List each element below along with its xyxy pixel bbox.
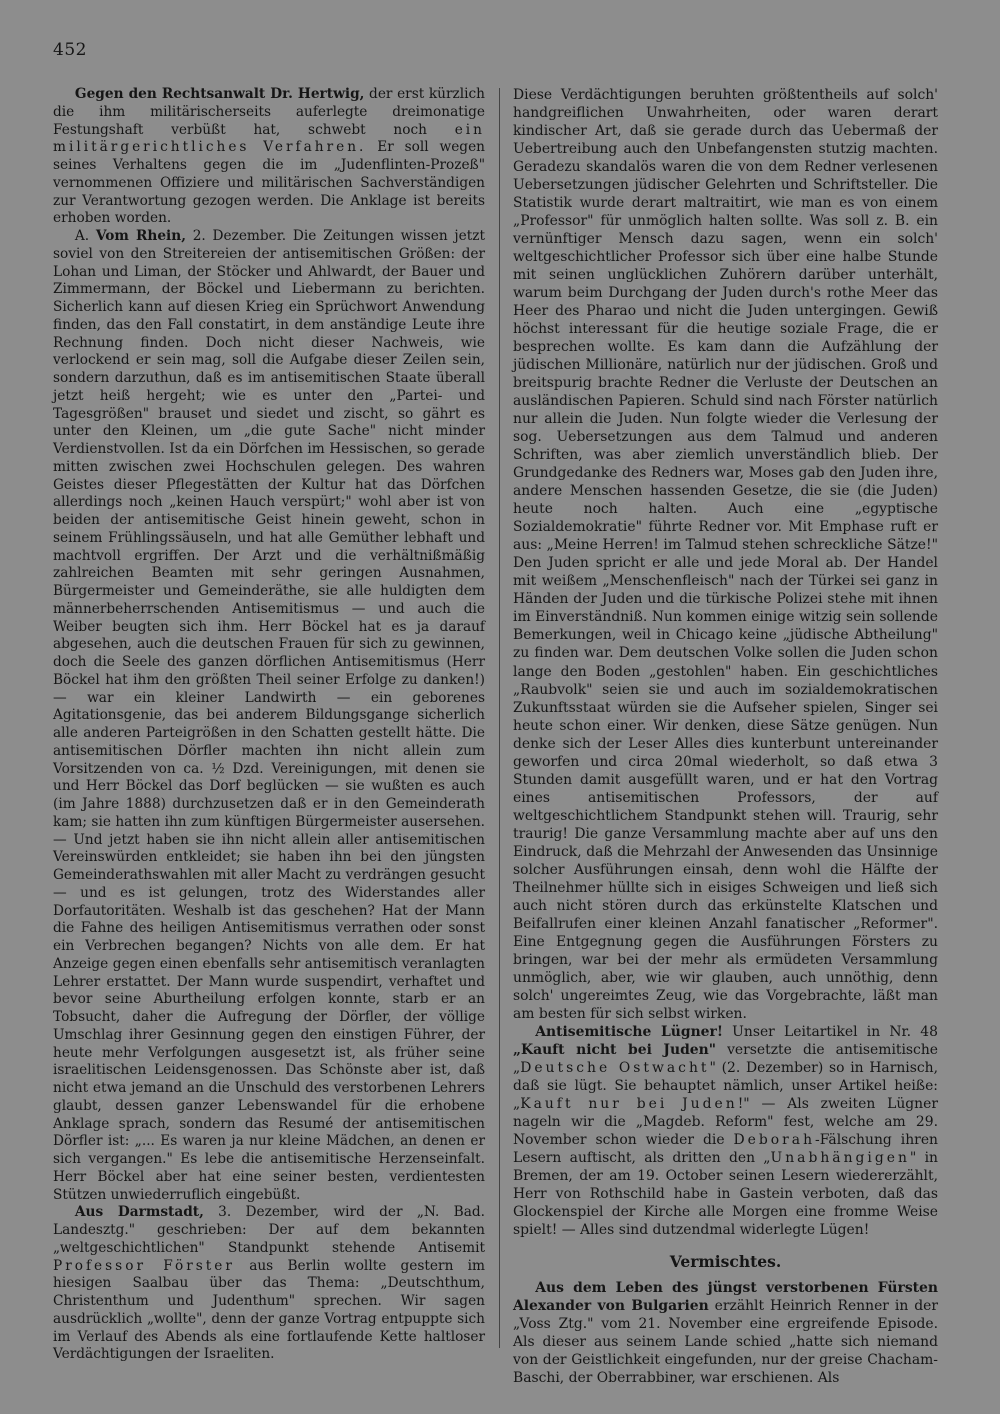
article-rhein-prefix: A. bbox=[74, 228, 96, 244]
article-rhein-text: 2. Dezember. Die Zeitungen wissen jetzt soviel von den Streitereien der antisemitischen Größen: der Lohan und Liman, der Stöcker und Ahlwardt, der Bauer und Zimmermann, der Böckel und Liebermann zu berichten. Sicherlich kann auf diesen Krieg ein Sprüchwort Anwendung finden, das den Fall constatirt, in dem anständige Leute ihre Rechnung finden. Doch nicht dieser Nachweis, wie verlockend er sein mag, soll die Aufgabe dieser Zeilen sein, sondern darzuthun, daß es im antisemitischen Staate überall jetzt heiß hergeht; wie es unter den „Partei- und Tagesgrößen" brauset und siedet und zischt, so gährt es unter den Kleinen, um „die gute Sache" nicht minder Verdienstvollen. Ist da ein Dörfchen im Hessischen, so gerade mitten zwischen zwei Hochschulen gelegen. Des wahren Geistes dieser Pflegestätten der Kultur hat das Dörfchen allerdings noch „keinen Hauch verspürt;" wohl aber ist von beiden der antisemitische Geist hinein geweht, schon in seinem Frühlingssäuseln, und hat alle Gemüther lebhaft und machtvoll ergriffen. Der Arzt und die verhältnißmäßig zahlreichen Beamten mit sehr geringen Ausnahmen, Bürgermeister und Gemeinderäthe, sie alle huldigten dem männerbeherrschenden Antisemitismus — und auch die Weiber beugten sich ihm. Herr Böckel hat es ja darauf abgesehen, auch die deutschen Frauen für sich zu gewinnen, doch die Seele des ganzen dörflichen Antisemitismus (Herr Böckel hat ihm den größten Theil seiner Erfolge zu danken!) — war ein kleiner Landwirth — ein geborenes Agitationsgenie, das bei anderem Bildungsgange sicherlich alle anderen Parteigrößen in den Schatten gestellt hätte. Die antisemitischen Dörfler machten ihn nicht allein zum Vorsitzenden von ca. ½ Dzd. Vereinigungen, mit denen sie und Herr Böckel das Dorf beglücken — sie wußten es auch (im Jahre 1888) durchzusetzen daß er in den Gemeinderath kam; sie hatten ihn zum künftigen Bürgermeister ausersehen. — Und jetzt haben sie ihn nicht allein aller antisemitischen Vereinswürden entkleidet; sie haben ihn bei den jüngsten Gemeinderathswahlen mit aller Macht zu verdrängen gesucht — und es ist gelungen, trotz des Widerstandes aller Dorfautoritäten. Weshalb ist das geschehen? Hat der Mann die Fahne des heiligen Antisemitismus verrathen oder sonst ein Verbrechen begangen? Nichts von alle dem. Er hat Anzeige gegen einen ebenfalls sehr antisemitisch veranlagten Lehrer erstattet. Der Mann wurde suspendirt, verhaftet und bevor seine Aburtheilung erfolgen konnte, starb er an Tobsucht, daher die Aufregung der Dörfler, der völlige Umschlag ihrer Gesinnung gegen den einstigen Führer, der heute mehr Verfolgungen ausgesetzt ist, als früher seine israelitischen Leidensgenossen. Das Schönste aber ist, daß nicht etwa jemand an die Unschuld des verstorbenen Lehrers glaubt, dessen ganzer Lebenswandel für die erhobene Anklage sprach, sondern das Resumé der antisemitischen Dörfler ist: „... Es waren ja nur kleine Mädchen, an denen er sich vergangen." Es lebe die antisemitische Herzenseinfalt. Herr Böckel aber hat eine seiner besten, verdientesten Stützen unwiederruflich eingebüßt. bbox=[53, 228, 485, 1203]
article-luegner bbox=[513, 1023, 938, 1239]
article-luegner-text-1: Unser Leitartikel in Nr. 48 bbox=[722, 1023, 938, 1040]
right-column bbox=[513, 86, 938, 1387]
article-darmstadt bbox=[53, 1204, 485, 1364]
article-darmstadt-headline: Aus Darmstadt, bbox=[74, 1204, 204, 1221]
article-darmstadt-text-1: 3. Dezember, wird der „N. Bad. Landesztg." geschrieben: Der auf dem bekannten „weltgeschichtlichen" Standpunkt stehende Antisemit bbox=[53, 1204, 485, 1256]
article-luegner-deborah: Deborah bbox=[733, 1131, 816, 1148]
article-fuerst bbox=[513, 1279, 938, 1387]
section-heading-vermischtes: Vermischtes. bbox=[669, 1252, 782, 1271]
article-hertwig-text-1: der erst kürzlich die ihm militärischerseits auferlegte dreimonatige Festungshaft verbüßt hat, schwebt noch bbox=[53, 86, 485, 138]
column-divider bbox=[499, 88, 500, 1348]
article-luegner-text-2: versetzte die antisemitische „ bbox=[513, 1041, 938, 1076]
article-rhein bbox=[53, 228, 485, 1204]
left-column bbox=[53, 86, 485, 1364]
article-luegner-title: „Kauft nicht bei Juden" bbox=[513, 1041, 716, 1058]
article-hertwig-text-2: Er soll wegen seines Verhaltens gegen die im „Judenflinten-Prozeß" vernommenen Offiziere und militärischen Sachverständigen zur Verantwortung gezogen werden. Die Anklage ist bereits erhoben worden. bbox=[53, 139, 485, 227]
article-luegner-unabhaengigen: Unabhängigen bbox=[770, 1149, 910, 1166]
article-luegner-claim: Kauft nur bei Juden bbox=[520, 1095, 738, 1112]
article-rhein-headline: Vom Rhein, bbox=[95, 228, 186, 244]
article-hertwig bbox=[53, 86, 485, 228]
article-darmstadt-continued: Diese Verdächtigungen beruhten größtentheils auf solch' handgreiflichen Unwahrheiten, oder waren derart kindischer Art, daß sie gerade durch das Uebermaß der Uebertreibung auch den Unbefangensten stutzig machten. Geradezu skandalös waren die von dem Redner verlesenen Uebersetzungen jüdischer Gelehrten und Schriftsteller. Die Statistik wurde derart maltraitirt, wie man es von einem „Professor" für unmöglich halten sollte. Was soll z. B. ein vernünftiger Mensch dazu sagen, wenn ein solch' weltgeschichtlicher Professor sich über eine halbe Stunde mit seinen unglücklichen Zuhörern darüber unterhält, warum beim Durchgang der Juden durch's rothe Meer das Heer des Pharao und nicht die Juden untergingen. Gewiß höchst interessant für die heutige soziale Frage, die er besprechen wollte. Es kam dann die Aufzählung der jüdischen Millionäre, natürlich nur der jüdischen. Groß und breitspurig brachte Redner die Verluste der Deutschen an ausländischen Papieren. Schuld sind nach Förster natürlich nur allein die Juden. Nun folgte wieder die Verlesung der sog. Uebersetzungen aus dem Talmud und anderen Schriften, was aber ziemlich unverständlich blieb. Der Grundgedanke des Redners war, Moses gab den Juden ihre, andere Menschen hassenden Gesetze, die sie (die Juden) heute noch halten. Auch eine „egyptische Sozialdemokratie" führte Redner vor. Mit Emphase ruft er aus: „Meine Herren! im Talmud stehen schreckliche Sätze!" Den Juden spricht er alle und jede Moral ab. Der Handel mit weißem „Menschenfleisch" nach der Türkei sei ganz in Händen der Juden und die türkische Polizei stehe mit ihnen im Einverständniß. Nun kommen einige witzig sein sollende Bemerkungen, weil in Chicago keine „jüdische Abtheilung" zu finden war. Dem deutschen Volke sollen die Juden schon lange den Boden „gestohlen" haben. Ein geschichtliches „Raubvolk" seien sie und auch im sozialdemokratischen Zukunftsstaat würden sie die Aufseher spielen, Singer sei heute schon einer. Wir denken, diese Sätze genügen. Nun denke sich der Leser Alles dies kunterbunt untereinander geworfen und circa 20mal wiederholt, so daß etwa 3 Stunden damit ausgefüllt waren, und er hat den Vortrag eines antisemitischen Professors, der auf weltgeschichtlichem Standpunkt stehen will. Traurig, sehr traurig! Die ganze Versammlung machte aber auf uns den Eindruck, daß die Mehrzahl der Anwesenden das Unsinnige solcher Ausführungen einsah, denn wohl die Hälfte der Theilnehmer hüllte sich in eisiges Schweigen und ließ sich auch nicht stören durch das erkünstelte Klatschen und Beifallrufen einer kleinen Anzahl fanatischer „Reformer". Eine Entgegnung gegen die Ausführungen Försters zu bringen, war bei der mehr als ermüdeten Versammlung unmöglich, aber, wie wir glauben, auch unnöthig, denn solch' ungereimtes Zeug, wie das Vorgebrachte, läßt man am besten für sich selbst wirken. bbox=[513, 87, 938, 1022]
article-luegner-text-6: " in Bremen, der am 19. October seinen Lesern wiedererzählt, Herr von Rothschild habe in Gastein verboten, daß das Glockenspiel der Kirche alle Morgen eine fromme Weise spielt! — Alles sind dutzendmal widerlegte Lügen! bbox=[513, 1149, 938, 1238]
article-luegner-paper: Deutsche Ostwacht bbox=[520, 1059, 710, 1076]
page-number: 452 bbox=[53, 40, 87, 60]
article-hertwig-headline: Gegen den Rechtsanwalt Dr. Hertwig, bbox=[74, 86, 365, 102]
article-darmstadt-text-2: aus Berlin wollte gestern im hiesigen Saalbau über das Thema: „Deutschthum, Christenthum und Judenthum" sprechen. Wir sagen ausdrücklich „wollte", denn der ganze Vortrag entpuppte sich im Verlauf des Abends als eine fortlaufende Kette haltloser Verdächtigungen der Israeliten. bbox=[53, 1257, 485, 1363]
article-fuerst-headline: Aus dem Leben des jüngst verstorbenen Fürsten Alexander von Bulgarien bbox=[513, 1280, 938, 1315]
article-luegner-text-5: -Fälschung ihren Lesern auftischt, als dritten den „ bbox=[513, 1131, 938, 1166]
article-luegner-text-3: " (2. Dezember) so in Harnisch, daß sie lügt. Sie behauptet nämlich, unser Artikel heiße: „ bbox=[513, 1059, 939, 1112]
article-hertwig-emphasis: ein militärgerichtliches Verfahren. bbox=[53, 121, 485, 156]
article-luegner-text-4: !" — Als zweiten Lügner nageln wir die „Magdeb. Reform" fest, welche am 29. November schon wieder die bbox=[513, 1095, 938, 1148]
article-darmstadt-emphasis: Professor Förster bbox=[53, 1257, 235, 1274]
article-luegner-headline: Antisemitische Lügner! bbox=[535, 1023, 723, 1040]
article-fuerst-text: erzählt Heinrich Renner in der „Voss Ztg." vom 21. November eine ergreifende Episode. Als dieser aus seinem Lande schied „hatte sich niemand von der Geistlichkeit eingefunden, nur der greise Chacham-Baschi, der Oberrabbiner, war erschienen. Als bbox=[513, 1298, 938, 1387]
